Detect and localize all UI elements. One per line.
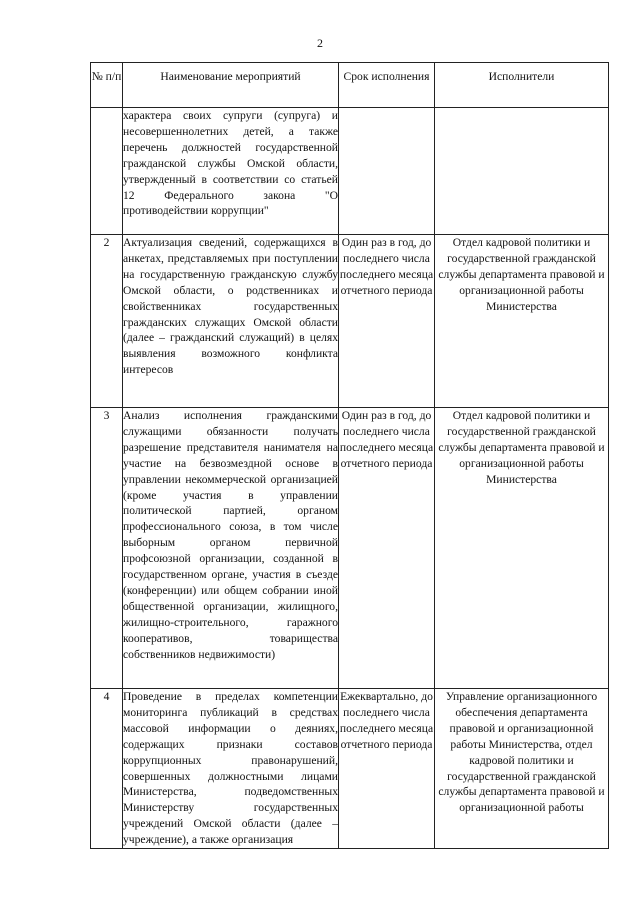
row-measure: Актуализация сведений, содержащихся в анкетах, представляемых при поступлении на государственную гражданскую службу Омской области, о родственниках и свойственниках государственных гражданских служащих Омской области (далее – гражданский служащий) в целях выявления возможного конфликта интересов <box>123 235 339 408</box>
table-row <box>91 108 609 235</box>
header-num: № п/п <box>91 63 123 108</box>
row-num <box>91 108 123 235</box>
row-measure: Проведение в пределах компетенции мониторинга публикаций в средствах массовой информации о деяниях, содержащих признаки составов коррупционных правонарушений, совершенных должностными лицами Министерства, подведомственных Министерству государственных учреждений Омской области (далее – учреждение), а также организация <box>123 689 339 849</box>
row-term: Ежеквартально, до последнего числа последнего месяца отчетного периода <box>339 689 435 849</box>
row-measure: характера своих супруги (супруга) и несовершеннолетних детей, а также перечень должностей государственной гражданской службы Омской области, утвержденный в соответствии со статьей 12 Федерального закона "О противодействии коррупции" <box>123 108 339 235</box>
row-executors: Управление организационного обеспечения департамента правовой и организационной работы Министерства, отдел кадровой политики и государственной гражданской службы департамента правовой и организационной работы <box>435 689 609 849</box>
row-term: Один раз в год, до последнего числа последнего месяца отчетного периода <box>339 408 435 689</box>
header-term: Срок исполнения <box>339 63 435 108</box>
row-executors: Отдел кадровой политики и государственной гражданской службы департамента правовой и организационной работы Министерства <box>435 235 609 408</box>
row-executors: Отдел кадровой политики и государственной гражданской службы департамента правовой и организационной работы Министерства <box>435 408 609 689</box>
row-num: 3 <box>91 408 123 689</box>
row-num: 4 <box>91 689 123 849</box>
table-header-row <box>91 63 609 108</box>
table-row <box>91 235 609 408</box>
table-row <box>91 408 609 689</box>
row-term: Один раз в год, до последнего числа последнего месяца отчетного периода <box>339 235 435 408</box>
table-row <box>91 689 609 849</box>
measures-table <box>90 62 609 849</box>
header-name: Наименование мероприятий <box>123 63 339 108</box>
row-num: 2 <box>91 235 123 408</box>
row-executors <box>435 108 609 235</box>
page-number: 2 <box>317 36 323 50</box>
row-term <box>339 108 435 235</box>
header-executors: Исполнители <box>435 63 609 108</box>
row-measure: Анализ исполнения гражданскими служащими обязанности получать разрешение представителя нанимателя на участие на безвозмездной основе в управлении некоммерческой организацией (кроме участия в управлении политической партией, органом профессионального союза, в том числе выборным органом первичной профсоюзной организации, созданной в государственном органе, участия в съезде (конференции) или общем собрании иной общественной организации, жилищного, жилищно-строительного, гаражного кооперативов, товарищества собственников недвижимости) <box>123 408 339 689</box>
